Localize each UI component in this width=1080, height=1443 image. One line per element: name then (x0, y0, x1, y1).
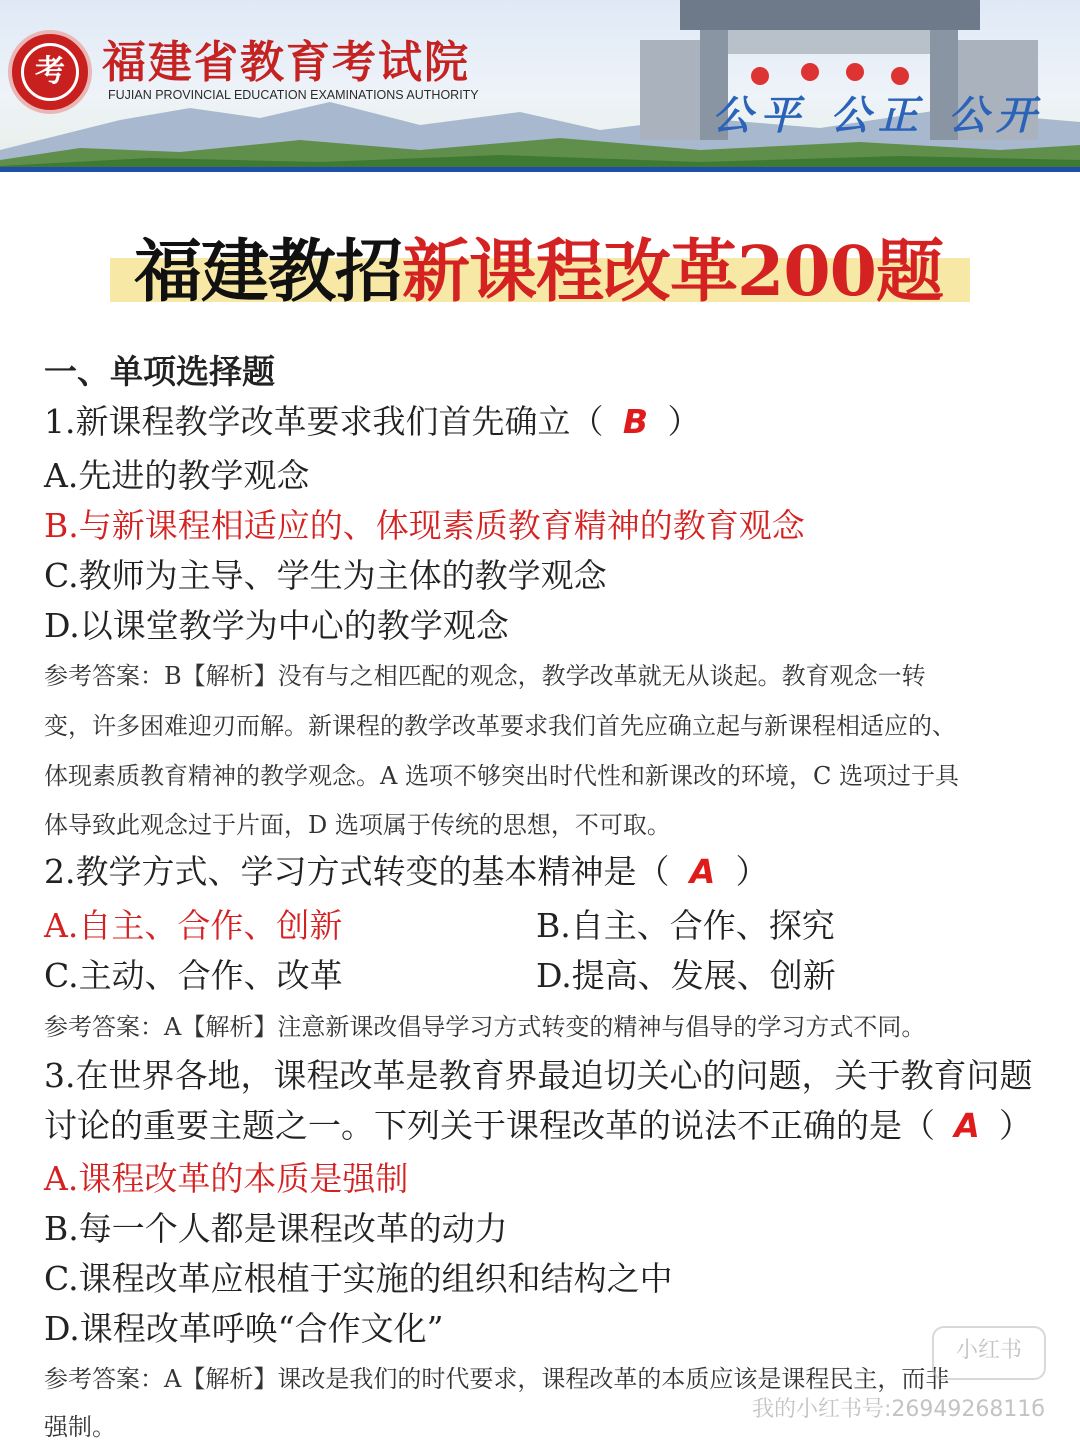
motto: 公平 公正 公开 (712, 93, 1044, 139)
question-2-answer: A (689, 852, 716, 891)
question-1-text: 1.新课程教学改革要求我们首先确立（ (44, 402, 604, 441)
question-1-explanation-line: 体现素质教育精神的教学观念。A 选项不够突出时代性和新课改的环境，C 选项过于具 (44, 762, 959, 790)
question-2-option-c: C.主动、合作、改革 (44, 956, 343, 995)
question-3-option-d: D.课程改革呼唤“合作文化” (44, 1309, 444, 1348)
question-1-explanation-line: 变，许多困难迎刃而解。新课程的教学改革要求我们首先应确立起与新课程相适应的、 (44, 712, 956, 740)
watermark-id: 我的小红书号:2694926811б (752, 1397, 1045, 1422)
question-3-close: ） (999, 1106, 1032, 1145)
title-text (134, 218, 943, 315)
title-part-1: 福建教招 (134, 232, 403, 312)
question-1-explanation-line: 体导致此观念过于片面，D 选项属于传统的思想，不可取。 (44, 811, 671, 839)
authority-logo (8, 30, 92, 114)
question-1-stem (44, 396, 701, 443)
question-1-option-c: C.教师为主导、学生为主体的教学观念 (44, 556, 607, 595)
question-3-option-a: A.课程改革的本质是强制 (44, 1159, 409, 1198)
question-2-option-d: D.提高、发展、创新 (536, 956, 836, 995)
question-2-explanation: 参考答案：A【解析】注意新课改倡导学习方式转变的精神与倡导的学习方式不同。 (44, 1013, 926, 1041)
page-title (110, 218, 970, 312)
section-heading: 一、单项选择题 (44, 352, 275, 391)
question-2-text: 2.教学方式、学习方式转变的基本精神是（ (44, 852, 670, 891)
org-name-cn: 福建省教育考试院 (102, 37, 470, 88)
question-3-answer: A (954, 1106, 980, 1145)
question-1-option-b: B.与新课程相适应的、体现素质教育精神的教育观念 (44, 506, 805, 545)
watermark-logo: 小红书 (932, 1326, 1046, 1380)
question-2-stem (44, 846, 769, 893)
question-3-explanation-line: 强制。 (44, 1413, 116, 1441)
banner-divider (0, 167, 1080, 172)
question-2-close: ） (735, 852, 769, 891)
question-2-option-a: A.自主、合作、创新 (44, 906, 343, 945)
question-3-text: 讨论的重要主题之一。下列关于课程改革的说法不正确的是（ (44, 1106, 935, 1145)
question-2-option-b: B.自主、合作、探究 (536, 906, 835, 945)
org-name-en: FUJIAN PROVINCIAL EDUCATION EXAMINATIONS AUTHORITY (108, 88, 479, 102)
title-part-2: 新课程改革200题 (402, 232, 943, 312)
question-1-close: ） (667, 402, 701, 441)
question-1-option-a: A.先进的教学观念 (44, 456, 310, 495)
question-3-explanation-line: 参考答案：A【解析】课改是我们的时代要求，课程改革的本质应该是课程民主，而非 (44, 1365, 950, 1393)
question-3-option-b: B.每一个人都是课程改革的动力 (44, 1209, 508, 1248)
question-3-option-c: C.课程改革应根植于实施的组织和结构之中 (44, 1259, 673, 1298)
question-3-stem-line-1: 3.在世界各地，课程改革是教育界最迫切关心的问题，关于教育问题 (44, 1056, 1033, 1095)
question-1-explanation-line: 参考答案：B【解析】没有与之相匹配的观念，教学改革就无从谈起。教育观念一转 (44, 662, 926, 690)
question-3-stem-line-2 (44, 1100, 1032, 1147)
header-banner (0, 0, 1080, 172)
question-1-answer: B (622, 402, 649, 441)
question-1-option-d: D.以课堂教学为中心的教学观念 (44, 606, 509, 645)
logo-glyph: 考 (21, 43, 79, 101)
